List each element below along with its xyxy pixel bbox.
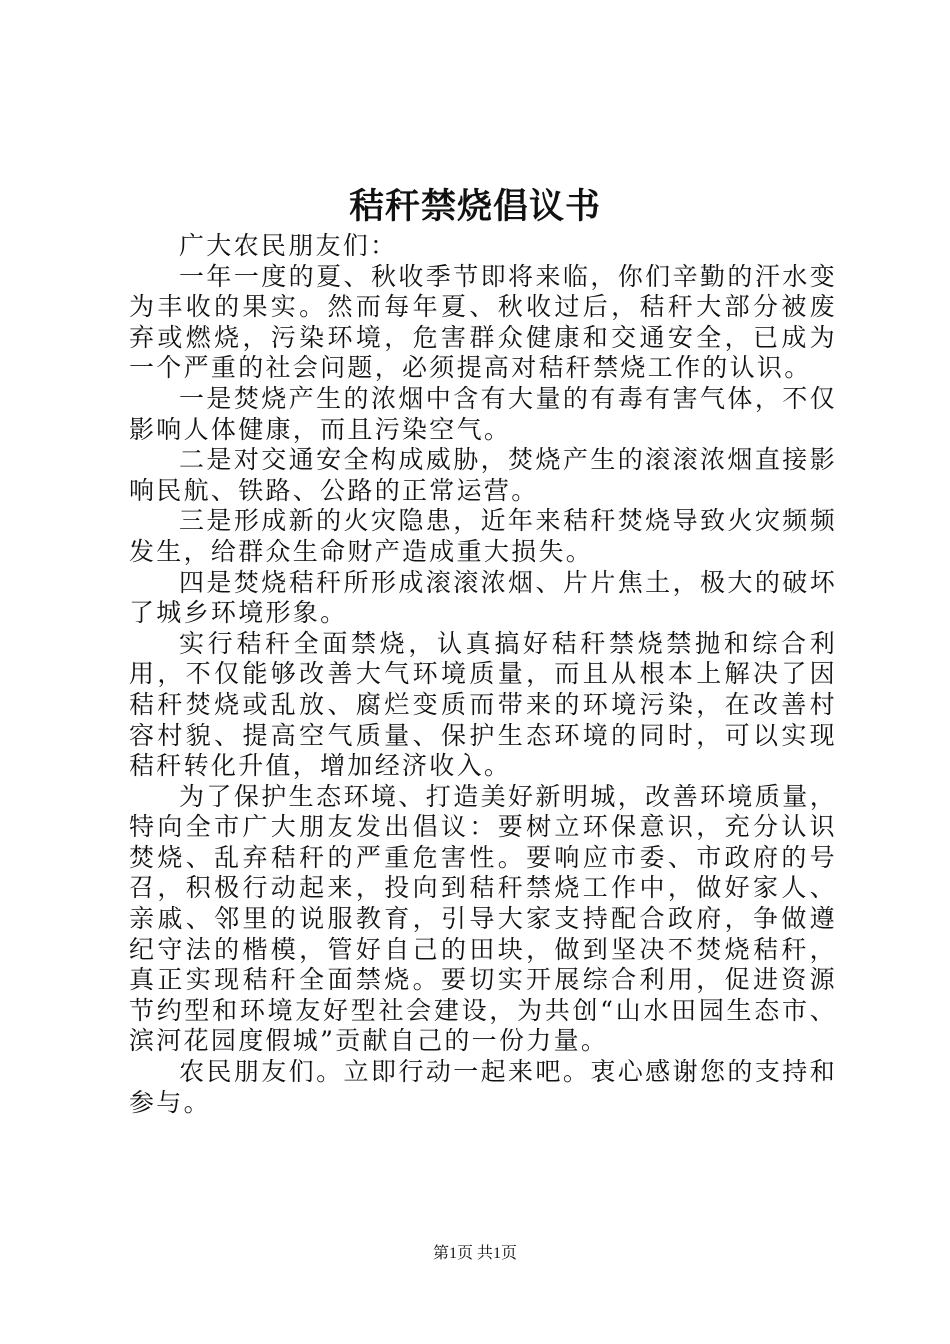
- paragraph-point-3: 三是形成新的火灾隐患，近年来秸秆焚烧导致火灾频频发生，给群众生命财产造成重大损失。: [129, 506, 837, 566]
- paragraph-point-1: 一是焚烧产生的浓烟中含有大量的有毒有害气体，不仅影响人体健康，而且污染空气。: [129, 383, 837, 444]
- paragraph-initiative: 为了保护生态环境、打造美好新明城，改善环境质量，特向全市广大朋友发出倡议：要树立环保意识，充分认识焚烧、乱弃秸秆的严重危害性。要响应市委、市政府的号召，积极行动起来，投向到秸秆禁烧工作中，做好家人、亲戚、邻里的说服教育，引导大家支持配合政府，争做遵纪守法的楷模，管好自己的田块，做到坚决不焚烧秸秆，真正实现秸秆全面禁烧。要切实开展综合利用，促进资源节约型和环境友好型社会建设，为共创“山水田园生态市、滨河花园度假城”贡献自己的一份力量。: [129, 781, 837, 1056]
- salutation: 广大农民朋友们：: [179, 231, 398, 260]
- paragraph-point-2: 二是对交通安全构成威胁，焚烧产生的滚滚浓烟直接影响民航、铁路、公路的正常运营。: [129, 445, 837, 505]
- paragraph-intro: 一年一度的夏、秋收季节即将来临，你们辛勤的汗水变为丰收的果实。然而每年夏、秋收过后，秸秆大部分被废弃或燃烧，污染环境，危害群众健康和交通安全，已成为一个严重的社会问题，必须提高对秸秆禁烧工作的认识。: [129, 261, 837, 383]
- document-body: [129, 231, 837, 1118]
- page-number-footer: 第1页 共1页: [432, 1245, 517, 1262]
- paragraph-benefits: 实行秸秆全面禁烧，认真搞好秸秆禁烧禁抛和综合利用，不仅能够改善大气环境质量，而且从根本上解决了因秸秆焚烧或乱放、腐烂变质而带来的环境污染，在改善村容村貌、提高空气质量、保护生态环境的同时，可以实现秸秆转化升值，增加经济收入。: [129, 628, 837, 781]
- paragraph-point-4: 四是焚烧秸秆所形成滚滚浓烟、片片焦土，极大的破坏了城乡环境形象。: [129, 567, 837, 628]
- paragraph-closing: 农民朋友们。立即行动一起来吧。衷心感谢您的支持和参与。: [129, 1057, 837, 1117]
- document-title: 秸秆禁烧倡议书: [348, 187, 601, 227]
